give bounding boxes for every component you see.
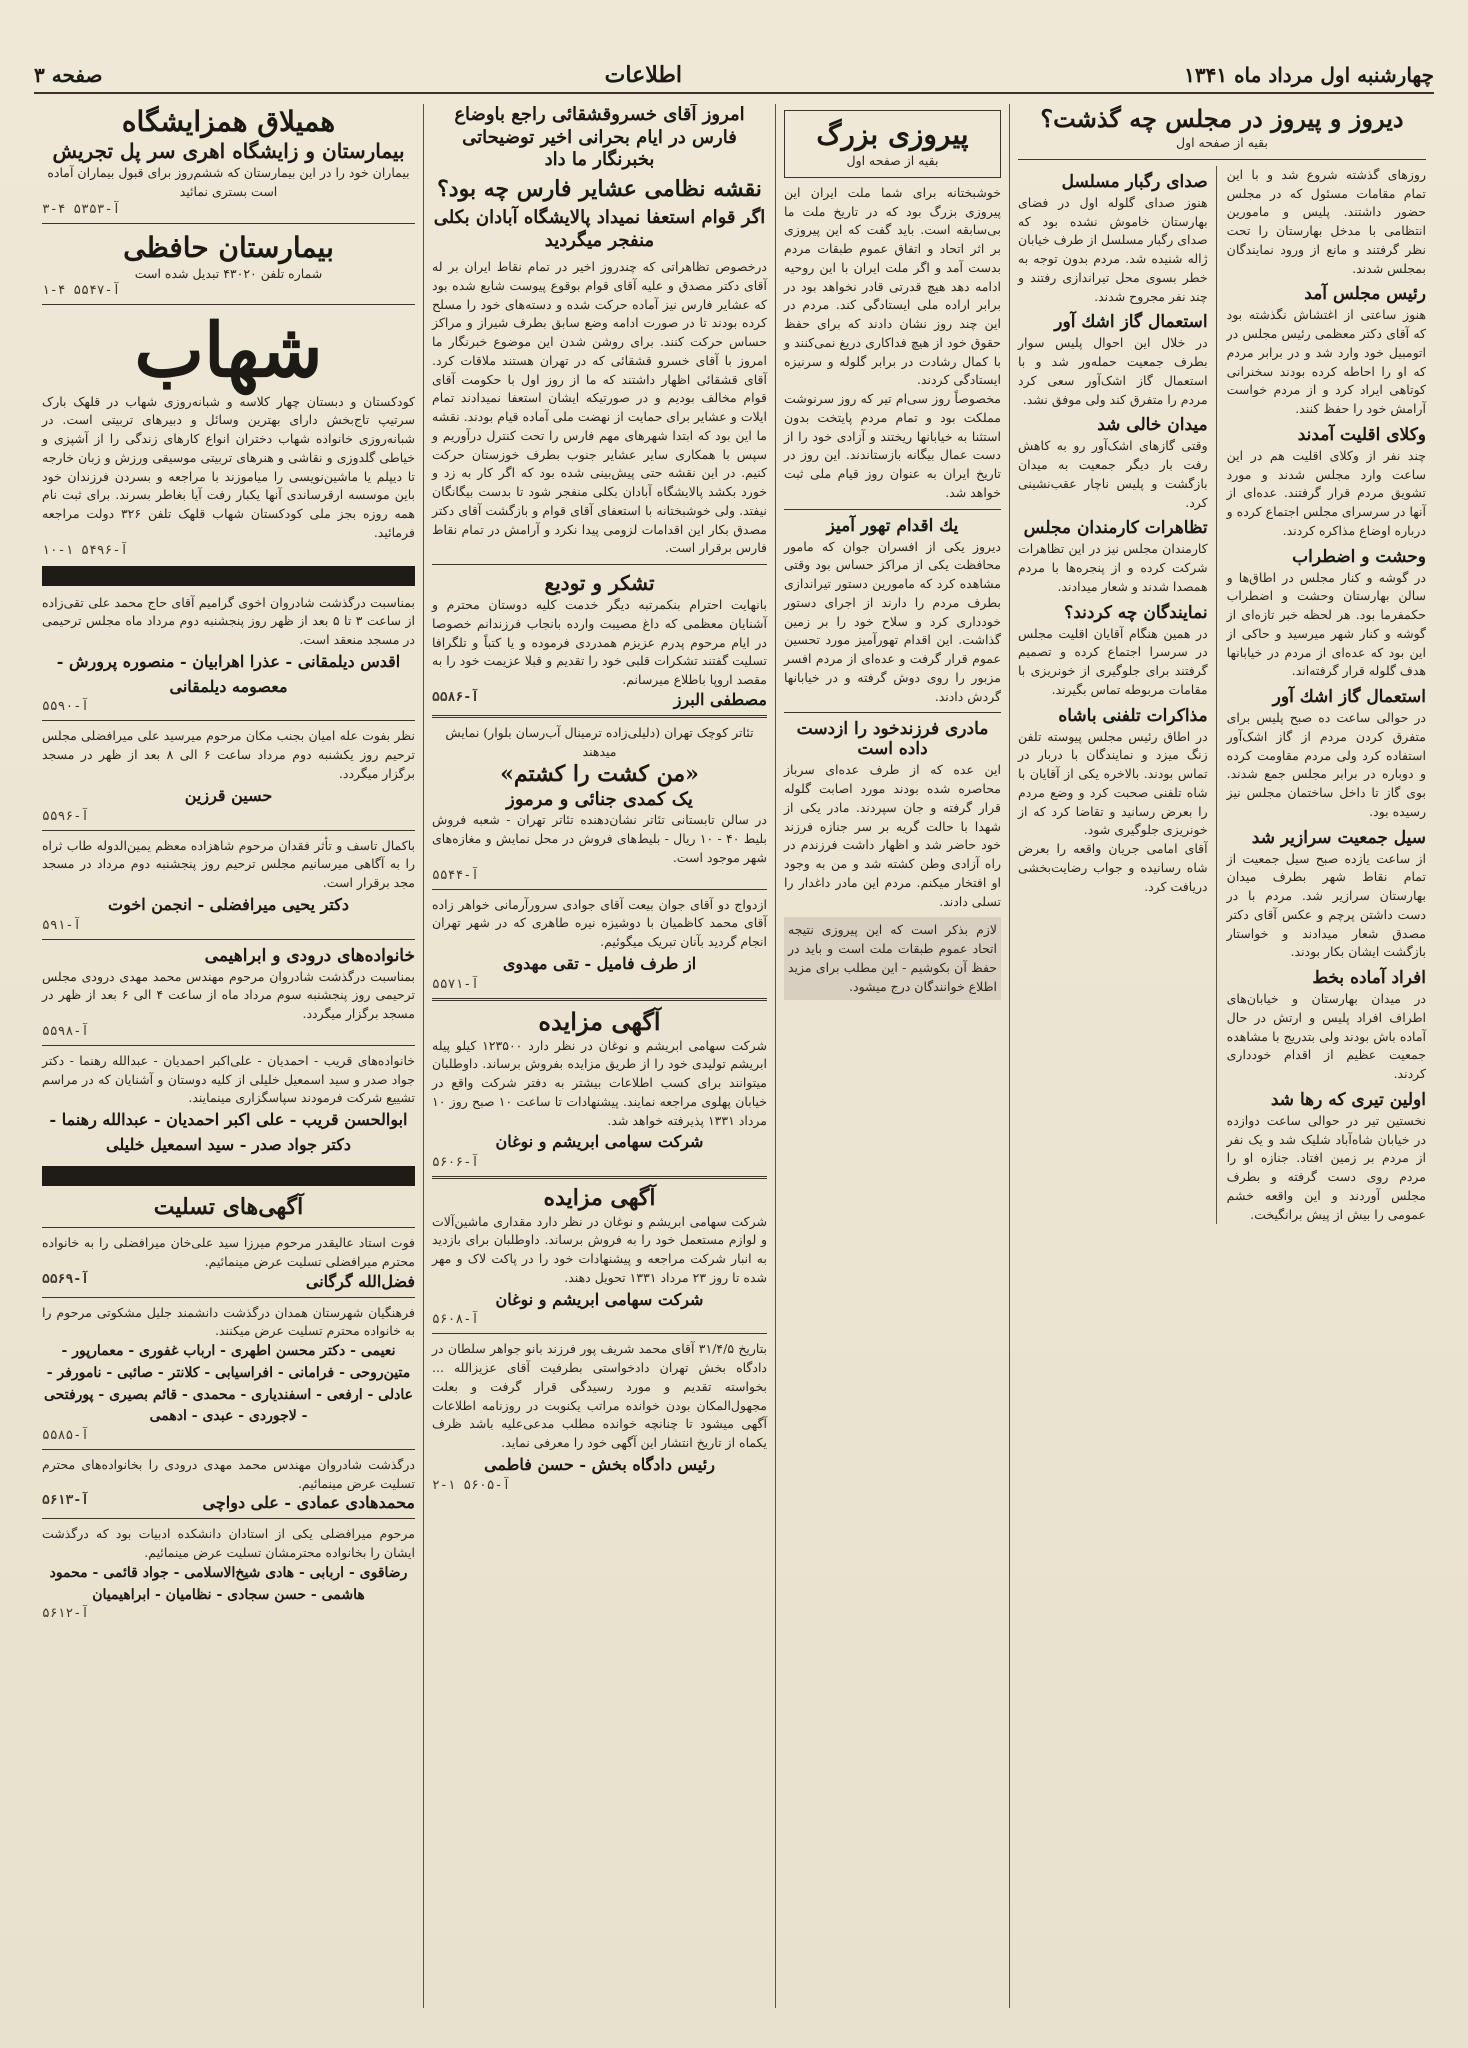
parliament-c2-s2-body: وقتی گازهای اشک‌آور رو به کاهش رفت بار دیگر جمعیت به میدان بازگشت و پلیس ناچار عقب‌نشینی کرد. [1018,438,1208,510]
divider [42,1518,415,1519]
notice3-body: باکمال تاسف و تأثر فقدان مرحوم شاهزاده معظم یمین‌الدوله طاب ثراه را به آگاهی میرسانیم مجلس ترحیم روز پنجشنبه دوم مرداد در مسجد مجد برقرار است. [42,837,415,891]
notice4-title: خانواده‌های درودی و ابراهیمی [204,945,415,966]
parliament-s5-body: از ساعت یازده صبح سیل جمعیت از تمام نقاط شهر بطرف میدان بهارستان سرازیر شد. مردم با در دست داشتن پرچم و عکس آقای دکتر مصدق شعار میدادند و خواستار بازگشت ایشان بکار بودند. [1226,850,1426,960]
divider [42,1297,415,1298]
parliament-s3-body: در گوشه و کنار مجلس در اطاق‌ها و سالن بهارستان وحشت و اضطراب حکمفرما بود. هر لحظه خبر تازه‌ای از گوشه و کنار شهر میرسید و حاکی از این بود که عده‌ای از مردم در خیابانها هدف گلوله قرار گرفته‌اند. [1226,569,1426,679]
ad3-logo-title: شهاب [134,308,323,395]
theater-subtitle: یک کمدی جنائی و مرموز [506,788,693,810]
victory-s1-body: دیروز یکی از افسران جوان که مامور محافظت یکی از مراکز حساس بود وقتی مشاهده کرد که مامورین دستور تیراندازی بطرف مردم را دارند از اجرای دستور خودداری کرد و سلاح خود را بر زمین گذاشت. این اقدام تهورآمیز مورد تحسین عموم قرار گرفت و عده‌ای از مردم افسر مزبور را روی دوش گرفته و در خیابانها گردش دادند. [784,538,1001,704]
masthead [34,58,1434,94]
parliament-c2-s4-title: نمایندگان چه کردند؟ [1064,602,1208,623]
divider [42,1045,415,1046]
court-names: رئیس دادگاه بخش - حسن فاطمی [484,1454,715,1474]
column-ads [34,104,424,2008]
parliament-phone-body: در اطاق رئیس مجلس پیوسته تلفن زنگ میزد و نمایندگان با دربار در تماس بودند. بالاخره یکی از آقایان با شاه تلفنی صحبت کرد و وضع مردم را بعرض رسانید و تقاضا کرد که از خونریزی جلوگیری شود. [1018,728,1208,838]
parliament-c2-body: هنوز صدای گلوله اول در فضای بهارستان خاموش نشده بود که صدای رگبار مسلسل از طرف خیابان ژاله شنیده شد. مردم بدون توجه به خطر بسوی محل تیراندازی رفتند و چند نفر مجروح شدند. [1018,194,1208,304]
divider [1018,159,1426,160]
divider [42,223,415,224]
victory-headline-box [784,110,1001,178]
fars-headline2: نقشه نظامی عشایر فارس چه بود؟ [437,175,762,202]
divider [42,830,415,831]
parliament-intro: روزهای گذشته شروع شد و با این تمام مقامات مسئول که در مجلس حضور داشتند. پلیس و مامورین انتظامی با مدخل بهارستان را تحت نظر گرفتند و مانع از ورود نمایندگان بمجلس شدند. [1226,166,1426,276]
thanks-code: آ-۵۵۸۶ [432,689,479,705]
divider [432,715,767,718]
parliament-s6-title: افراد آماده بخط [1312,968,1426,988]
condolence-item1: فوت استاد عالیقدر مرحوم میرزا سید علی‌خان میرافضلی را به خانواده محترم میرافضلی تسلیت عرض مینمائیم. [42,1235,415,1269]
black-bar [42,1166,415,1186]
wedding-code: آ-۵۵۷۱ [432,976,479,992]
parliament-s3-title: وحشت و اضطراب [1292,546,1426,567]
notice5-body: خانواده‌های قریب - احمدیان - علی‌اکبر احمدیان - عبدالله رهنما - دکتر جواد صدر و سید اسمعیل خلیلی از کلیه دوستان و آشنایان که در مراسم تشییع شرکت فرمودند سپاسگزاری مینمایند. [42,1052,415,1106]
notice1-body: بمناسبت درگذشت شادروان اخوی گرامیم آقای حاج محمد علی تقی‌زاده از ساعت ۳ تا ۵ بعد از ظهر روز پنجشنبه دوم مرداد ماه مجلس ترحیمی در مسجد منعقد است. [42,594,416,648]
parliament-c2-s1-body: در خلال این احوال پلیس سوار بطرف جمعیت حمله‌ور شد و با استعمال گاز اشک‌آور سعی کرد مردم را متفرق کند ولی موفق نشد. [1018,335,1208,407]
auction1-code: آ-۵۶۰۶ [432,1155,479,1171]
divider [42,304,415,305]
notice2-body: نظر بفوت عله امیان بجنب مکان مرحوم میرسید علی میرافضلی مجلس ترحیم روز یکشنبه دوم مرداد ساعت ۶ الی ۸ بعد از ظهر در مسجد برگزار میگردد. [42,728,416,781]
parliament-headline: دیروز و پیروز در مجلس چه گذشت؟ [1040,104,1404,133]
ad1-code: آ-۵۳۵۳ ۴-۳ [42,201,121,217]
court-code: آ-۵۶۰۵ ۱-۲ [432,1477,511,1493]
condolence-item3: درگذشت شادروان مهندس محمد مهدی درودی را بخانواده‌های محترم تسلیت عرض مینمائیم. [42,1456,415,1491]
column-parliament [1010,104,1434,2008]
thanks-name: مصطفی البرز [673,689,767,709]
ad1-body: بیماران خود را در این بیمارستان که ششم‌روز برای قبول بیماران آماده است بستری نمائید [47,165,410,199]
masthead-paper-name: اطلاعات [604,62,682,88]
fars-article: درخصوص تظاهراتی که چندروز اخیر در تمام نقاط ایران بر له آقای دکتر مصدق و علیه آقای قوام بوقوع پیوست شایع شده بود که عشایر فارس نیز آماده حرکت شده و دسته‌های خود را مسلح کرده بودند تا در صورت ادامه وضع سابق بطرف شیراز و مراکز حساس حرکت کنند. برای روشن شدن این موضوع خبرنگار ما امروز با آقای خسرو قشقائی که در تهران هستند ملاقات کرد. آقای قشقائی اظهار داشتند که ما از روز اول با حکومت آقای قوام مخالف بودیم و در صورتیکه ایشان استعفا نمیدادند تمام ایلات و عشایر برای حمایت از نهضت ملی آماده قیام بودند. نقشه ما این بود که ابتدا شهرهای مهم فارس را تحت کنترل درآوریم و سپس با همکاری سایر عشایر جنوب بطرف خوزستان حرکت کنیم. در این نقشه حتی پیش‌بینی شده بود که اگر کار به زد و خورد بکشد پالایشگاه آبادان بکلی منفجر شود تا بدست بیگانگان نیفتد. ولی خوشبختانه با استعفای آقای قوام و بازگشت آقای دکتر مصدق بکار این اقدامات لزومی پیدا نکرد و آرامش در تمام نقاط فارس برقرار است. [432,259,767,556]
thanks-title: تشکر و تودیع [544,571,655,595]
divider [432,564,767,565]
column-victory [776,104,1010,2008]
divider [432,889,767,890]
divider [432,1176,767,1179]
notice3-code: آ-۵۹۱ [42,917,82,933]
notice2-names: حسین قرزین [184,785,273,805]
victory-headline: پیروزی بزرگ [816,118,969,151]
parliament-s1-body: هنوز ساعتی از اغتشاش نگذشته بود که آقای دکتر معظمی رئیس مجلس در اتومبیل خود وارد شد و در برابر مردم که او را احاطه کرده بودند سخنرانی کوتاهی ایراد کرد و از مردم خواست آرامش خود را حفظ کنند. [1226,307,1426,416]
fars-headline3: اگر قوام استعفا نمیداد پالایشگاه آبادان بکلی منفجر میگردید [433,207,766,251]
notice1-code: آ-۵۵۹۰ [42,699,89,715]
parliament-s1-title: رئیس مجلس آمد [1304,284,1426,305]
parliament-s2-title: وکلای اقلیت آمدند [1297,424,1426,445]
notice1-names: اقدس دیلمقانی - عذرا اهرابیان - منصوره پرورش - معصومه دیلمقانی [56,651,401,696]
court-body: بتاریخ ۳۱/۴/۵ آقای محمد شریف پور فرزند بانو جواهر سلطان در دادگاه بخش تهران دادخواستی بطرفیت آقای عزیزالله ... بخواسته تقدیم و مورد رسیدگی قرار گرفت و بعلت مجهول‌المکان بودن خوانده مراتب یکنوبت در روزنامه اطلاعات آگهی میشود تا چنانچه خوانده مطلب مدعی‌علیه باشد ظرف یکماه از تاریخ انتشار این آگهی خود را معرفی نماید. [432,1341,767,1451]
ad2-code: آ-۵۵۴۷ ۴-۱ [42,283,121,299]
notice3-names: دکتر یحیی میرافضلی - انجمن اخوت [108,894,349,914]
theater-body: در سالن تابستانی تئاتر نشان‌دهنده تئاتر تهران - شعبه فروش بلیط ۴۰ - ۱۰ ریال - بلیط‌های فروش در محل نمایش و مغازه‌های شهر موجود است. [432,812,767,865]
victory-s2-body: این عده که از طرف عده‌ای سرباز محاصره شده بودند مورد اصابت گلوله قرار گرفته و جان سپردند. مادر یکی از شهدا با حالت گریه بر سر جنازه فرزند خود حاضر شد و اظهار داشت فرزندم در راه آزادی وطن کشته شد و من به وجود او افتخار میکنم. مردم این مادر داغدار را تسلی دادند. [784,762,1001,909]
ad1-subtitle: بیمارستان و زایشگاه اهری سر پل تجریش [52,139,405,163]
parliament-c2-s1-title: استعمال گاز اشك آور [1054,312,1208,333]
divider [42,939,415,940]
auction2-code: آ-۵۶۰۸ [432,1312,479,1328]
parliament-c2-s3-body: کارمندان مجلس نیز در این تظاهرات شرکت کرده و از پنجره‌ها با مردم همصدا شدند و شعار میدادند. [1018,541,1208,594]
parliament-c2-last: آقای امامی جریان واقعه را بعرض شاه رسانیده و جواب رضایت‌بخشی دریافت کرد. [1018,841,1208,894]
theater-title: «من کشت را کشتم» [500,761,699,788]
victory-s1-title: یك اقدام تهور آمیز [826,515,959,536]
condolence-title: آگهی‌های تسلیت [153,1193,304,1220]
condolence-item3-names: محمدهادی عمادی - علی دواچی [202,1493,415,1513]
condolence-item2: فرهنگیان شهرستان همدان درگذشت دانشمند جلیل مشکوتی مرحوم را به خانواده محترم تسلیت عرض میکنند. [42,1304,415,1339]
wedding-names: از طرف فامیل - تقی مهدوی [502,953,697,973]
victory-body2: مخصوصاً روز سی‌ام تیر که روز سرنوشت مملکت بود و تمام مردم پایتخت بدون استثنا به خیابانها ریختند و آزادی خود را از دست عمال بیگانه بازستاندند. این روز در تاریخ ایران به عنوان روز قیام ملی ثبت خواهد شد. [784,391,1001,500]
black-bar [42,566,415,586]
auction2-title: آگهی مزایده [543,1185,656,1212]
parliament-col-b [1018,166,1217,1225]
fars-headline1: امروز آقای خسروقشقائی راجع باوضاع فارس در ایام بحرانی اخیر توضیحاتی بخبرنگار ما داد [454,104,745,170]
notice2-code: آ-۵۵۹۶ [42,808,89,824]
wedding-body: ازدواج دو آقای جوان بیعت آقای جوادی سرورآرمانی خواهر زاده آقای محمد کاظمیان با دوشیزه نیره طاهری که در شهر تهران انجام گردید بآنان تبریک میگوئیم. [432,896,767,949]
victory-subtitle: بقیه از صفحه اول [846,153,939,168]
condolence-item2-names: نعیمی - دکتر محسن اطهری - ارباب غفوری - معمارپور - متین‌روحی - فرامانی - افراسیابی - کلانتر - صائبی - نامورفر - عادلی - ارفعی - اسفندیاری - محمدی - قائم بصیری - پورفتحی - لاجوردی - عبدی - ادهمی [44,1343,413,1425]
condolence-item2-code: آ-۵۵۸۵ [42,1427,89,1443]
ad1-title: همیلاق همزایشگاه [121,105,336,138]
notice4-body: بمناسبت درگذشت شادروان مرحوم مهندس محمد مهدی درودی مجلس ترحیمی روز پنجشنبه سوم مرداد ماه از ساعت ۴ الی ۶ بعد از ظهر در مسجد برگزار میگردد. [42,968,415,1022]
condolence-item1-code: آ-۵۵۶۹ [42,1271,89,1287]
columns [34,104,1434,2008]
divider [432,1333,767,1334]
parliament-c2-s3-title: تظاهرات کارمندان مجلس [1023,518,1208,539]
ad2-title: بیمارستان حافظی [123,230,334,264]
notice5-names: ابوالحسن قریب - علی اکبر احمدیان - عبدالله رهنما - دکتر جواد صدر - سید اسمعیل خلیلی [49,1110,408,1154]
parliament-s5-title: سیل جمعیت سرازیر شد [1251,827,1426,848]
divider [784,509,1001,510]
ad3-code: آ-۵۴۹۶ ۱-۱۰ [42,542,129,558]
parliament-c2-s4-body: در همین هنگام آقایان اقلیت مجلس در سرسرا اجتماع کرده و تصمیم گرفتند برای جلوگیری از خونریزی با مقامات مربوطه تماس بگیرند. [1018,625,1208,697]
parliament-s7-title: اولین تیری که رها شد [1270,1089,1426,1110]
condolence-item3-code: آ-۵۶۱۳ [42,1493,89,1509]
condolence-item4-names: رضاقوی - اربابی - هادی شیخ‌الاسلامی - جواد قائمی - محمود هاشمی - حسن سجادی - نظامیان - ابراهیمیان [49,1564,408,1603]
divider [42,1227,415,1228]
parliament-s4-title: استعمال گاز اشك آور [1272,687,1426,707]
parliament-s2-body: چند نفر از وکلای اقلیت هم در این ساعت وارد مجلس شدند و مورد تشویق مردم قرار گرفتند. عده‌ای از آنها در سرسرای مجلس اجتماع کرده و درباره اوضاع مذاکره کردند. [1226,447,1426,538]
notice4-code: آ-۵۵۹۸ [42,1023,89,1039]
auction2-body: شرکت سهامی ابریشم و نوغان در نظر دارد مقداری ماشین‌آلات و لوازم مستعمل خود را به فروش برساند. داوطلبان برای بازدید به انبار شرکت مراجعه و پیشنهادات خود را در پاکت لاک و مهر شده تا روز ۲۳ مرداد ۱۳۳۱ تحویل دهند. [432,1213,767,1285]
divider [42,1449,415,1450]
auction1-body: شرکت سهامی ابریشم و نوغان در نظر دارد ۱۲۳۵۰۰ کیلو پیله ابریشم تولیدی خود را از طریق مزایده بفروش برساند. داوطلبان میتوانند برای کسب اطلاعات بیشتر به دفتر شرکت واقع در خیابان پهلوی مراجعه نمایند. پیشنهادات تا ساعت ۱۰ صبح روز ۱۰ مرداد ۱۳۳۱ پذیرفته خواهد شد. [432,1037,768,1128]
parliament-s6-body: در میدان بهارستان و خیابان‌های اطراف افراد پلیس و ارتش در حال آماده باش بودند ولی بتدریج با مشاهده جمعیت عظیم از اقدام خودداری کردند. [1226,991,1426,1081]
victory-body1: خوشبختانه برای شما ملت ایران این پیروزی بزرگ بود که در تاریخ ملت ما بی‌سابقه است. باید گفت که این پیروزی بر اثر اتحاد و اتفاق عموم طبقات مردم بدست آمد و اگر ملت ایران با این روحیه ادامه دهد هیچ قدرتی قادر نخواهد بود در برابر اراده ملی ایستادگی کند. مردم در این چند روز نشان دادند که برای حفظ حقوق خود از هیچ فداکاری دریغ نمی‌کنند و با کمال رشادت در برابر گلوله و سرنیزه ایستادگی کردند. [784,184,1001,388]
column-fars [424,104,776,2008]
condolence-item4: مرحوم میرافضلی یکی از استادان دانشکده ادبیات بود که درگذشت ایشان را بخانواده محترمشان تسلیت عرض مینمائیم. [42,1526,415,1561]
masthead-date: چهارشنبه اول مرداد ماه ۱۳۴۱ [1184,63,1434,87]
divider [432,998,767,1001]
masthead-page-number: صفحه ۳ [34,63,103,87]
parliament-s4-body: در حوالی ساعت ده صبح پلیس برای متفرق کردن مردم از گاز اشک‌آور استفاده کرد ولی مردم مقاومت کرده و دوباره در برابر مجلس جمع شدند. بوی گاز تا داخل ساختمان مجلس نیز رسیده بود. [1226,710,1426,819]
divider [784,712,1001,713]
divider [42,720,415,721]
auction2-company: شرکت سهامی ابریشم و نوغان [495,1289,704,1309]
ad2-body: شماره تلفن ۴۳۰۲۰ تبدیل شده است [134,265,323,281]
condolence-item4-code: آ-۵۶۱۲ [42,1606,89,1622]
auction1-company: شرکت سهامی ابریشم و نوغان [495,1132,704,1152]
victory-s2-title: مادری فرزندخود را ازدست داده است [796,719,989,760]
ad3-body: کودکستان و دبستان چهار کلاسه و شبانه‌روزی شهاب در قلهک بارک سرتیپ تاج‌بخش دارای بهترین وسائل و دبیرهای تربیتی است. در شبانه‌روزی خانواده شهاب دختران انواع کارهای زندگی را از آشپزی و خیاطی گلدوزی و نقاشی و هنرهای تربیتی موسیقی ورزش و زبان خارجه تا دیپلم یا ماشین‌نویسی را میاموزند با مراجعه و بسردن فرزندان خود باین موسسه ارقرساندی آنها یکبار رفت آیا بغاطر بسرند. برای ثبت نام همه روزه بجز ملی کودکستان شهاب قلهک تلفن ۳۲۶ دولت مراجعه فرمائید. [42,393,415,540]
parliament-subtitle: بقیه از صفحه اول [1175,135,1268,150]
parliament-phone-title: مذاکرات تلفنی باشاه [1058,705,1208,726]
theater-header: تئاتر کوچک تهران (دلیلی‌زاده ترمینال آب‌رسان بلوار) نمایش میدهند [445,724,754,759]
victory-shaded-note: لازم بذکر است که این پیروزی نتیجه اتحاد عموم طبقات ملت است و باید در حفظ آن بکوشیم - این مطلب برای مزید اطلاع خوانندگان درج میشود. [784,917,1001,1000]
thanks-body: بانهایت احترام بنکمرتبه دیگر خدمت کلیه دوستان محترم و آشنایان معظمی که داغ مصیبت وارده بانجاب فرزندانم خصوصا در ایام مرحوم پدرم عزیزم همدردی فرموده و یا کتباً و تلگرافا تسلیت گفتند تشکرات قلبی خود را تقدیم و قبلا عزیمت خود را به مقصد اروپا باطلاع میرسانم. [432,597,767,687]
theater-code: آ-۵۵۴۴ [432,867,479,883]
condolence-item1-names: فضل‌الله گرگانی [305,1271,415,1291]
parliament-col-a [1227,166,1426,1225]
parliament-c2-title: صدای رگبار مسلسل [1061,171,1208,192]
parliament-s7-body: نخستین تیر در حوالی ساعت دوازده در خیابان شاه‌آباد شلیک شد و یک نفر از مردم بر زمین افتاد. جنازه او را مردم روی دست گرفته و بطرف مجلس آوردند و این واقعه خشم عمومی را بیش از پیش برانگیخت. [1226,1112,1426,1222]
auction1-title: آگهی مزایده [538,1006,661,1036]
parliament-c2-s2-title: میدان خالی شد [1097,415,1208,436]
